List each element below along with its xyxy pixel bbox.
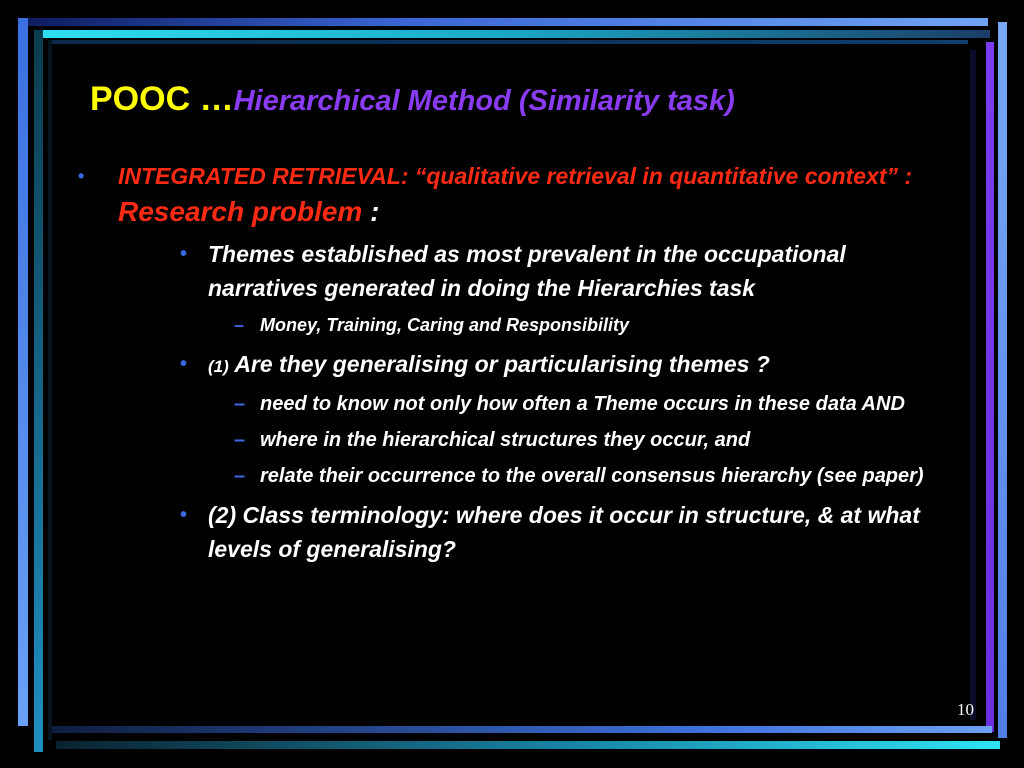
sub-bullet-themes bbox=[70, 237, 950, 305]
sub-bullet-class-terminology-text: (2) Class terminology: where does it occur in structure, & at what levels of generalising? bbox=[208, 502, 920, 562]
frame-bar-left-inner bbox=[34, 30, 43, 752]
dash-item-money-text: Money, Training, Caring and Responsibility bbox=[260, 315, 630, 335]
sub-bullet-generalising-text: Are they generalising or particularising themes ? bbox=[228, 351, 770, 377]
frame-bar-left-shadow bbox=[48, 40, 52, 740]
slide-title bbox=[90, 80, 735, 119]
bullet-marker: • bbox=[78, 166, 85, 186]
bullet-integrated-retrieval bbox=[70, 158, 950, 231]
slide-content bbox=[70, 158, 950, 566]
frame-bar-top-outer bbox=[18, 18, 988, 26]
frame-bar-bottom-inner bbox=[52, 726, 992, 733]
frame-bar-left-outer bbox=[18, 18, 28, 726]
sub-bullet-marker: • bbox=[180, 353, 188, 375]
dash-marker: – bbox=[234, 393, 246, 415]
dash-item-text: need to know not only how often a Theme occurs in these data AND bbox=[260, 393, 905, 415]
bullet-colon: : bbox=[362, 196, 380, 227]
sub-bullet-class-terminology bbox=[70, 498, 950, 566]
frame-bar-bottom-outer bbox=[56, 741, 1000, 749]
frame-bar-top-inner bbox=[34, 30, 990, 38]
sub-bullet-number: (1) bbox=[208, 357, 229, 376]
dash-item-text: where in the hierarchical structures they occur, and bbox=[260, 429, 751, 451]
dash-item-where bbox=[70, 424, 950, 456]
dash-item-money bbox=[70, 309, 950, 341]
sub-bullet-themes-text: Themes established as most prevalent in the occupational narratives generated in doing the Hierarchies task bbox=[208, 241, 846, 301]
page-number: 10 bbox=[957, 700, 974, 719]
dash-item-need-to-know bbox=[70, 388, 950, 420]
sub-bullet-marker: • bbox=[180, 243, 188, 265]
dash-item-text: relate their occurrence to the overall consensus hierarchy (see paper) bbox=[260, 465, 924, 487]
frame-bar-top-shadow bbox=[48, 40, 968, 44]
frame-bar-right-shadow bbox=[970, 50, 976, 720]
bullet-intro-text: INTEGRATED RETRIEVAL: “qualitative retrieval in quantitative context” : bbox=[118, 163, 913, 189]
slide-title-main: POOC … bbox=[90, 80, 234, 118]
dash-marker: – bbox=[234, 465, 246, 487]
frame-bar-right-inner bbox=[986, 42, 994, 732]
dash-marker: – bbox=[234, 429, 246, 451]
sub-bullet-generalising bbox=[70, 347, 950, 384]
research-problem-text: Research problem bbox=[118, 196, 363, 227]
dash-marker: – bbox=[234, 315, 245, 335]
sub-bullet-marker: • bbox=[180, 504, 188, 526]
frame-bar-right-outer bbox=[998, 22, 1007, 738]
slide-title-italic: Hierarchical Method (Similarity task) bbox=[233, 85, 735, 117]
dash-item-relate bbox=[70, 460, 950, 492]
